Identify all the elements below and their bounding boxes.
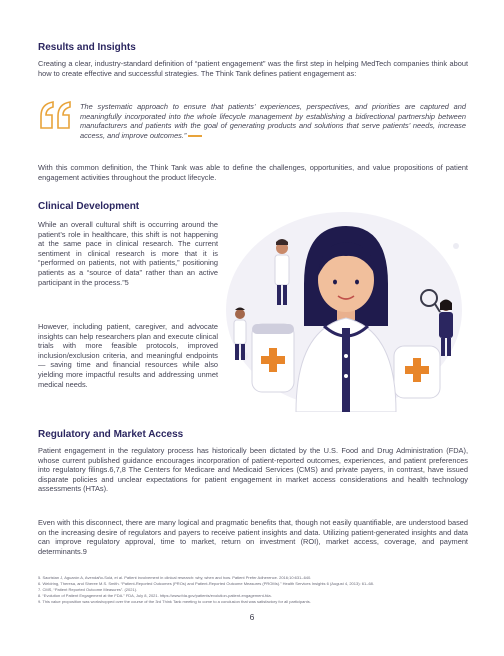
footnote-5: 5. Sacristan J, Aguarón A, Avendaño-Solá, et al. Patient involvement in clinical research: why, when and how. Patient Prefer Adherence. 2016;10:631–640. xyxy=(38,575,312,580)
nurse-figure xyxy=(296,226,396,412)
results-heading: Results and Insights xyxy=(38,42,136,53)
footnote-6: 6. Weldring, Theresa, and Sheree M.S. Smith. “Patient-Reported Outcomes (PROs) and Patient-Reported Outcome Measures (PROMs).” Health Services Insights 6 (August 4, 2013): 61–68. xyxy=(38,581,375,586)
clinical-illustration xyxy=(224,206,470,412)
footnote-9: 9. This value proposition was workshopped over the course of the 3rd Think Tank meeting to come to a conclusion that was satisfactory for all participants. xyxy=(38,599,311,604)
clinical-heading: Clinical Development xyxy=(38,201,140,212)
regulatory-heading: Regulatory and Market Access xyxy=(38,429,184,440)
quote-mark-icon xyxy=(38,100,76,134)
quote-end-line xyxy=(188,135,202,137)
quote-text: The systematic approach to ensure that patients’ experiences, perspectives, and priorities are captured and meaningfully incorporated into the whole lifecycle management by establishing a bidirectional partnership between manufacturers and patients with the goal of generating products and solutions that serve patients’ needs, increase access, and improve outcomes.” xyxy=(80,102,466,140)
footnotes-list xyxy=(38,575,468,605)
results-after-quote: With this common definition, the Think Tank was able to define the challenges, opportunities, and value propositions of patient engagement activities throughout the product lifecycle. xyxy=(38,163,468,182)
regulatory-paragraph-2: Even with this disconnect, there are many logical and pragmatic benefits that, though not easily quantifiable, are understood based on the increasing desire of regulators and payers to receive patient insights and data. Utilizing patient-generated insights and data can improve regulatory approval, time to market, return on investment (ROI), market access, coverage, and payment determinants.9 xyxy=(38,518,468,556)
medical-kit-right xyxy=(394,346,440,398)
footnote-8: 8. “Evolution of Patient Engagement at the FDA.” FDA, July 8, 2021. https://www.fda.gov/patients/evolution-patient-engagement-fda. xyxy=(38,593,272,598)
medical-kit-left xyxy=(252,324,294,392)
engagement-definition-quote xyxy=(80,102,466,140)
clinical-paragraph-2: However, including patient, caregiver, and advocate insights can help researchers plan and execute clinical trials with more feasible protocols, improved inclusion/exclusion criteria, and meaningful endpoints — saving time and financial resources while also yielding more impactful results and addressing unmet medical needs. xyxy=(38,322,218,389)
regulatory-paragraph-1: Patient engagement in the regulatory process has historically been dictated by the U.S. Food and Drug Administration (FDA), whose current published guidance encourages incorporation of patient-reported outcomes, experiences, and patient preferences into regulatory filings.6,7,8 The Centers for Medicare and Medicaid Services (CMS) and private payers, in contrast, have issued disparate policies and unclear expectations for patient engagement in market access considerations and health technology assessments (HTAs). xyxy=(38,446,468,494)
footnote-7: 7. CMS, “Patient Reported Outcome Measures”. (2021). xyxy=(38,587,138,592)
clinical-paragraph-1: While an overall cultural shift is occurring around the patient’s role in healthcare, this shift is not happening at the same pace in clinical research. The current sentiment in clinical research is more that it is “performed on patients, not with patients,” positioning patients as a “source of data” rather than an active participant in the process.”5 xyxy=(38,220,218,287)
results-intro: Creating a clear, industry-standard definition of “patient engagement” was the first step in helping MedTech companies think about how to create effective and successful strategies. The Think Tank defines patient engagement as: xyxy=(38,59,468,78)
page-number: 6 xyxy=(249,612,255,622)
